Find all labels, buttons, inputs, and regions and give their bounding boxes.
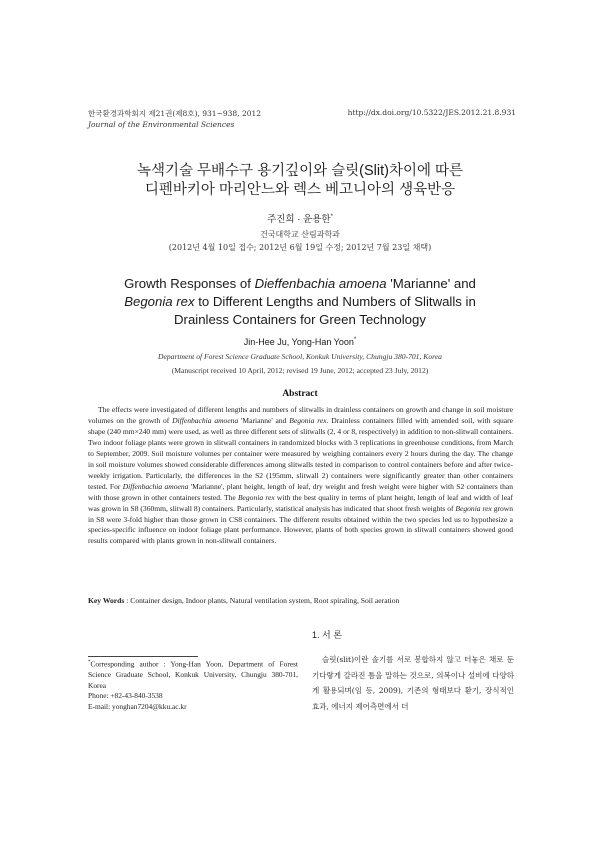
abstract-species3: Diffenbachia amoena bbox=[122, 481, 189, 491]
running-header bbox=[88, 108, 261, 130]
abstract-species2: Begonia rex bbox=[289, 415, 327, 425]
english-author-mark: * bbox=[353, 337, 357, 343]
keywords-text: : Container design, Indoor plants, Natural ventilation system, Root spiraling, Soil aeration bbox=[124, 596, 400, 605]
korean-title bbox=[60, 162, 540, 200]
abstract-paragraph bbox=[88, 405, 513, 547]
section-introduction-text: 슬릿(slit)이란 솔기를 서로 봉합하지 않고 터놓은 채로 둔 기다랗게 갈라진 틈을 말하는 것으로, 의복이나 설비에 다양하게 활용되며(임 등, 2009), 기존의 형태보다 환기, 장식적인 효과, 에너지 제어측면에서 더 bbox=[312, 655, 514, 711]
korean-authors bbox=[60, 211, 540, 225]
footnote-corresponding bbox=[88, 658, 298, 691]
footnote-mark: * bbox=[88, 660, 91, 665]
abstract-text1: The effects were investigated of different lengths and numbers of slitwalls in drainless containers on growth and change in soil moisture volumes on the growth of bbox=[88, 405, 513, 425]
abstract-heading: Abstract bbox=[282, 389, 318, 399]
english-author-names: Jin-Hee Ju, Yong-Han Yoon bbox=[243, 337, 354, 347]
abstract-species4: Begonia rex bbox=[237, 492, 275, 502]
keywords bbox=[88, 596, 518, 605]
citation-korean: 한국환경과학회지 제21권(제8호), 931~938, 2012 bbox=[88, 109, 262, 118]
abstract-text2: 'Marianne' and bbox=[238, 415, 290, 425]
korean-author-mark: * bbox=[330, 213, 333, 220]
abstract-species5: Begonia rex bbox=[455, 503, 492, 513]
keywords-label: Key Words bbox=[88, 596, 125, 605]
footnote-phone: Phone: +82-43-840-3538 bbox=[88, 691, 163, 701]
abstract-text3: . Drainless containers filled with amended soil, with square shape (240 mm×240 mm) were used, as well as three different sets of slitwalls (2, 4 or 8, respectively) in addition to non-slitwall containers. Two indoor foliage plants were grown in slitwall containers in randomized blocks with 3 replications in greenhouse conditions, from March to September, 2009. Soil moisture volumes per container were measured by weighing containers every 2 hours during the day. The change in soil moisture volumes showed considerable differences among slitwalls tested in comparison to control containers before and after twice-weekly irrigation. Particularly, the differences in the S2 (195mm, slitwall 2) containers were significantly greater than other containers tested. For bbox=[88, 415, 513, 491]
english-title-line1 bbox=[60, 275, 540, 293]
english-title-text1: Growth Responses of bbox=[124, 276, 255, 291]
footnote bbox=[88, 658, 298, 712]
section-heading-introduction: 1. 서 론 bbox=[312, 630, 342, 640]
korean-dates: (2012년 4월 10일 접수; 2012년 6월 19일 수정; 2012년 7월 23일 채택) bbox=[168, 243, 432, 252]
english-title-line3: Drainless Containers for Green Technology bbox=[174, 312, 426, 327]
english-title-species2: Begonia rex bbox=[124, 294, 195, 309]
footnote-text: Corresponding author : Yong-Han Yoon, Department of Forest Science Graduate School, Konkuk University, Chungju 380-701, Korea bbox=[88, 659, 298, 690]
footnote-divider bbox=[88, 656, 198, 657]
korean-author-names: 주진희 · 윤용한 bbox=[267, 214, 331, 225]
abstract-text6: grown in S8 were 3-fold higher than those grown in CS8 containers. The different results obtained within the two species led us to hypothesize a species-specific influence on indoor foliage plant performance. However, plants of both species grown in slitwall containers showed good results compared with plants grown in non-slitwall containers. bbox=[88, 503, 514, 546]
english-title-text2: 'Marianne' and bbox=[386, 276, 476, 291]
english-affiliation: Department of Forest Science Graduate School, Konkuk University, Chungju 380-701, Korea bbox=[158, 352, 442, 361]
english-title bbox=[60, 275, 540, 329]
abstract-body bbox=[88, 405, 513, 547]
abstract-species1: Diffenbachia amoena bbox=[172, 415, 239, 425]
doi-link[interactable]: http://dx.doi.org/10.5322/JES.2012.21.8.931 bbox=[347, 108, 516, 117]
english-dates: (Manuscript received 10 April, 2012; revised 19 June, 2012; accepted 23 July, 2012) bbox=[171, 366, 429, 375]
journal-name: Journal of the Environmental Sciences bbox=[88, 120, 235, 129]
footnote-email[interactable]: E-mail: yonghan7204@kku.ac.kr bbox=[88, 701, 187, 711]
english-title-species1: Dieffenbachia amoena bbox=[254, 276, 387, 291]
abstract-text4: 'Marianne', plant height, length of leaf, dry weight and fresh weight were higher with S2 containers than with those grown in other containers tested. The bbox=[88, 481, 514, 502]
english-title-text3: to Different Lengths and Numbers of Slitwalls in bbox=[194, 294, 476, 309]
english-title-line2 bbox=[60, 293, 540, 311]
korean-title-line2: 디펜바키아 마리안느와 렉스 베고니아의 생육반응 bbox=[144, 182, 456, 198]
korean-title-line1: 녹색기술 무배수구 용기깊이와 슬릿(Slit)차이에 따른 bbox=[136, 163, 464, 179]
korean-affiliation: 건국대학교 산림과학과 bbox=[260, 230, 340, 239]
abstract-text5: with the best quality in terms of plant height, length of leaf and width of leaf was grown in S8 (360mm, slitwall 8) containers. Particularly, statistical analysis has indicated that shoot fresh weights of bbox=[88, 492, 513, 513]
english-authors bbox=[60, 337, 540, 347]
